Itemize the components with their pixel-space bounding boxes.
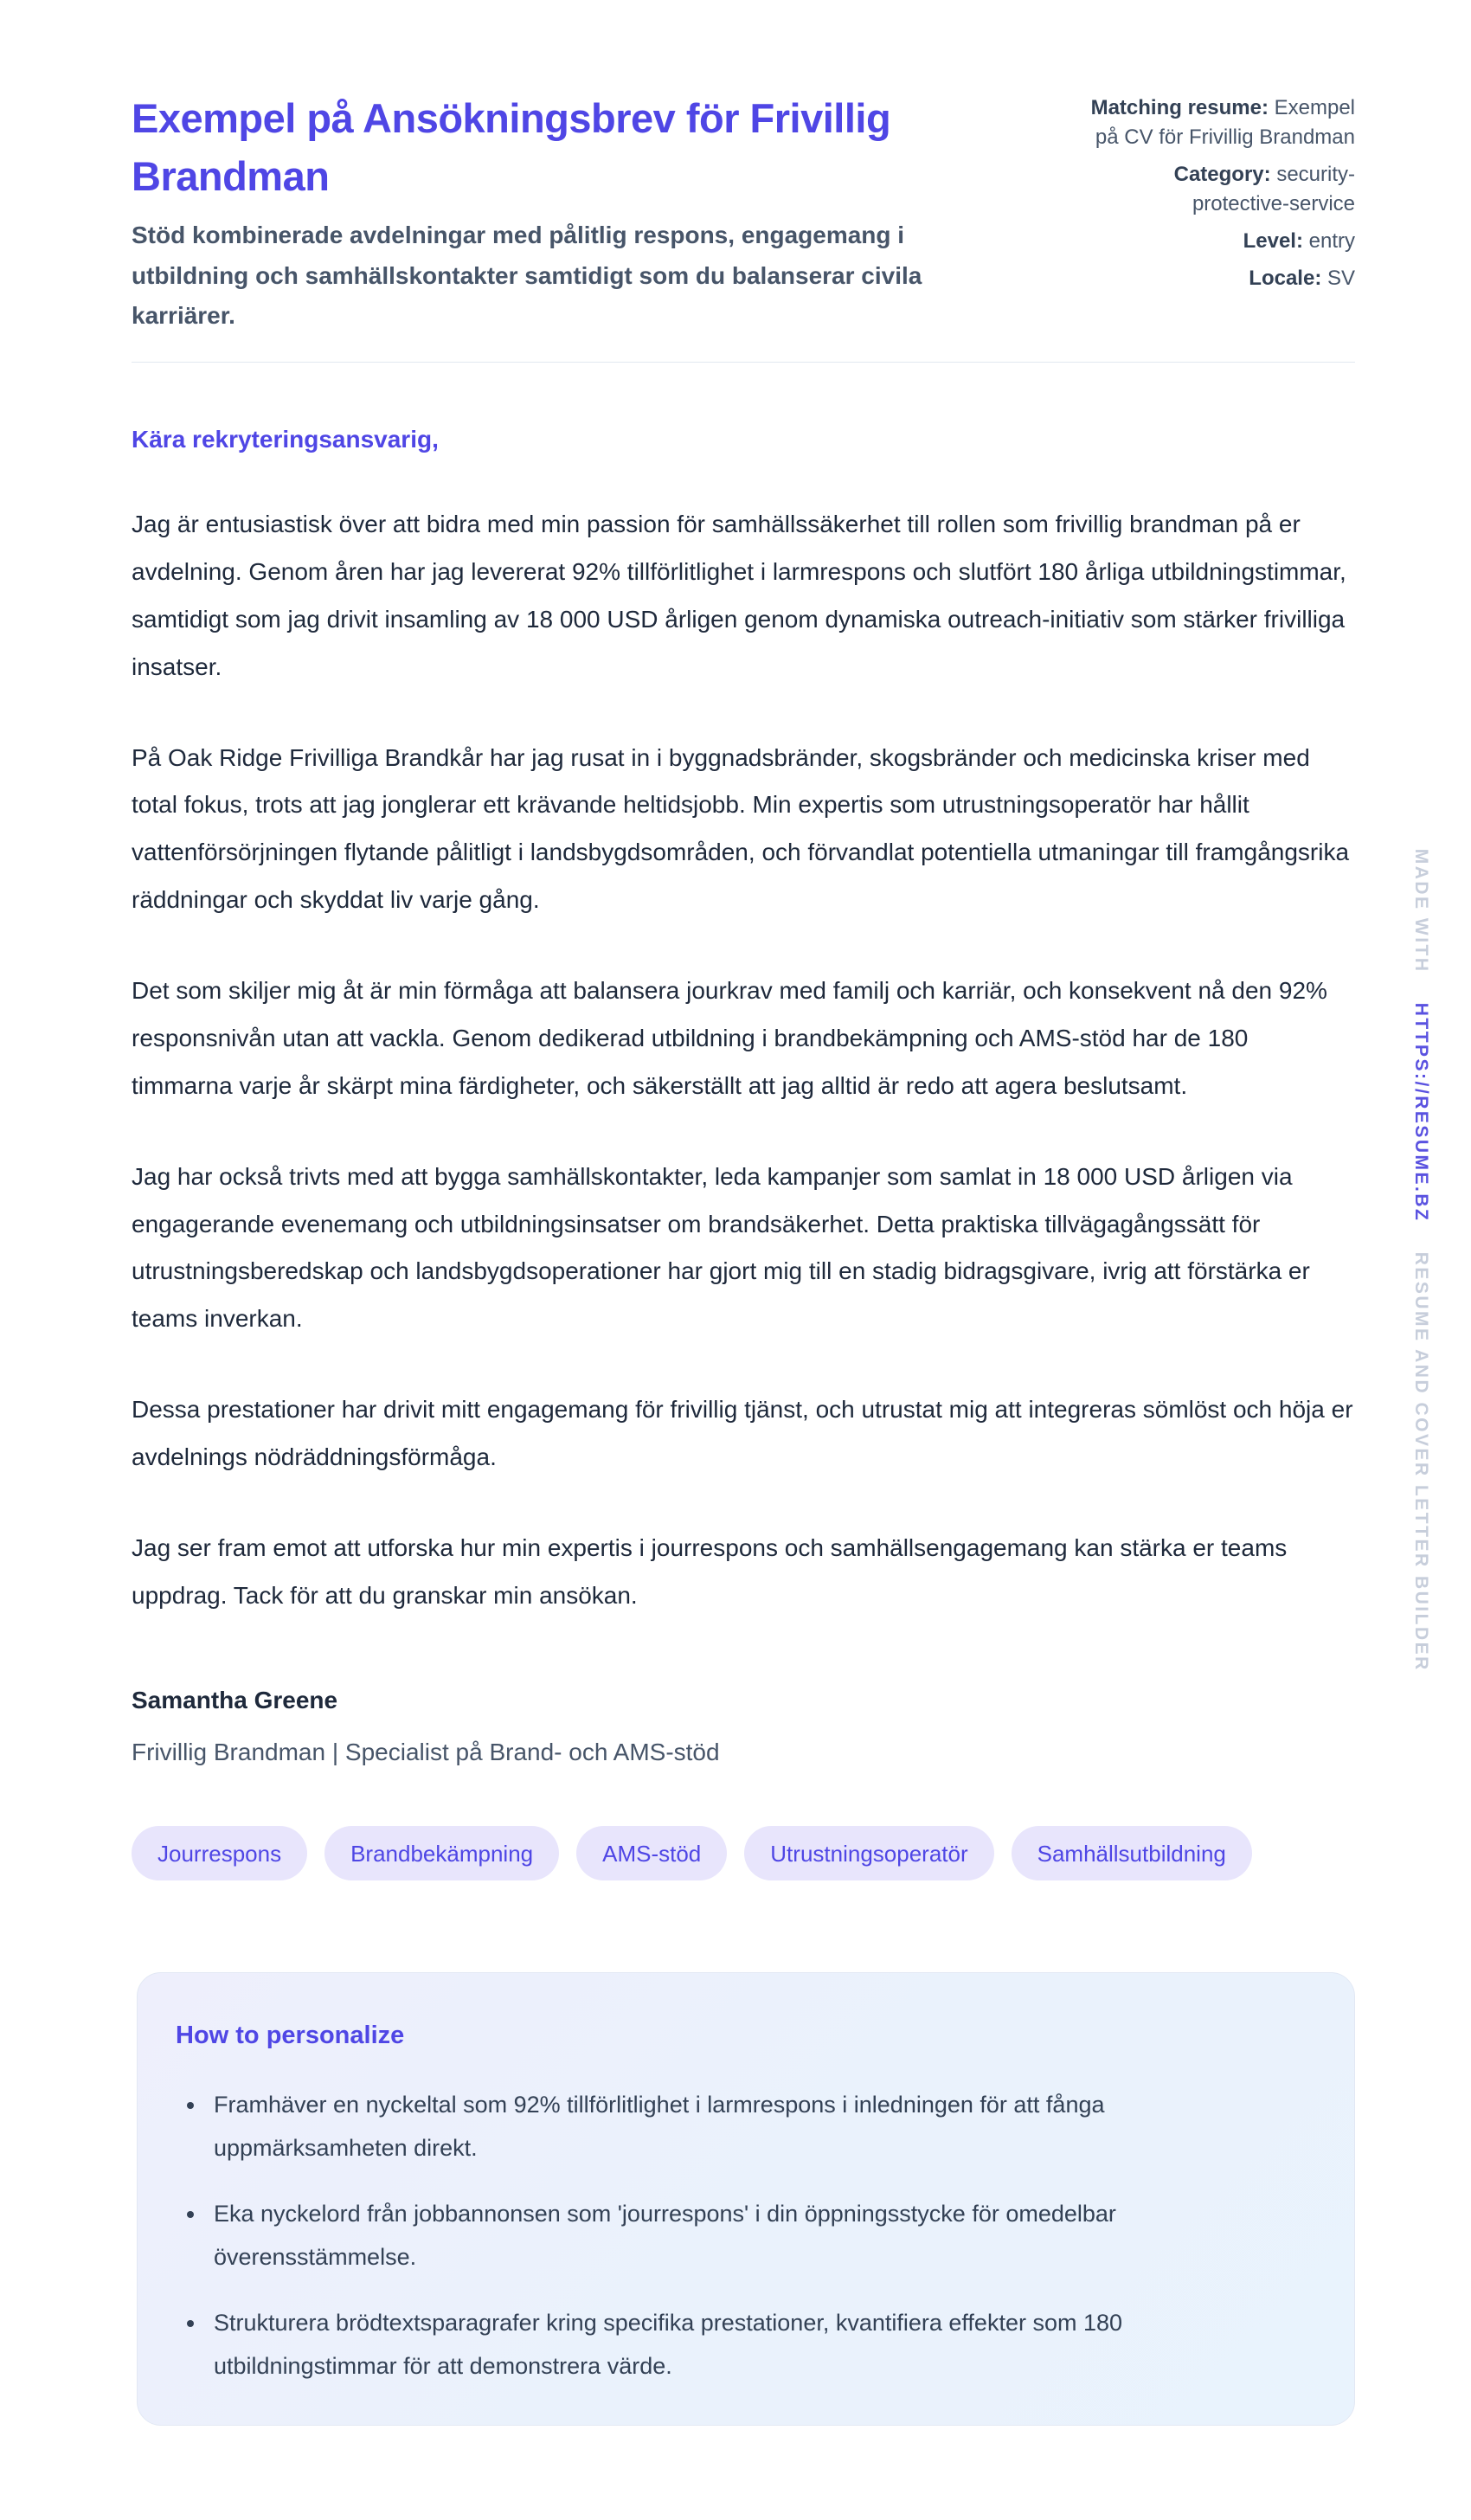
greeting: Kära rekryteringsansvarig, xyxy=(132,426,439,453)
skill-tags xyxy=(132,1826,1355,1880)
resume-bz-link[interactable]: HTTPS://RESUME.BZ xyxy=(1411,1002,1431,1223)
how-to-personalize-card xyxy=(137,1972,1355,2426)
meta-level-label: Level: xyxy=(1243,229,1303,254)
page-title: Exempel på Ansökningsbrev för Frivillig Brandman xyxy=(132,95,891,199)
header xyxy=(132,90,1355,336)
meta-locale xyxy=(1087,264,1355,293)
skill-tag-samhallsutbildning: Samhällsutbildning xyxy=(1012,1826,1252,1880)
meta-matching-resume-value: Exempel på CV för Frivillig Brandman xyxy=(1095,96,1355,150)
skill-tag-ams-stod: AMS-stöd xyxy=(576,1826,727,1880)
letter-paragraph-6: Jag ser fram emot att utforska hur min expertis i jourrespons och samhällsengagemang kan stärka er teams uppdrag. Tack för att du granskar min ansökan. xyxy=(132,1533,1288,1609)
letter-paragraph-1: Jag är entusiastisk över att bidra med min passion för samhällssäkerhet till rollen som frivillig brandman på er avdelning. Genom åren har jag levererat 92% tillförlitlighet i larmrespons och slutfört 180 årliga utbildningstimmar, samtidigt som jag drivit insamling av 18 000 USD årligen genom dynamiska outreach-initiativ som stärker frivilliga insatser. xyxy=(132,511,1346,680)
meta-matching-resume xyxy=(1087,93,1355,152)
header-divider xyxy=(132,362,1355,363)
meta-level-value: entry xyxy=(1308,229,1355,254)
meta-category-value: security-protective-service xyxy=(1192,163,1355,216)
letter-paragraph-5: Dessa prestationer har drivit mitt engagemang för frivillig tjänst, och utrustat mig att integreras sömlöst och höja er avdelnings nödräddningsförmåga. xyxy=(132,1396,1353,1471)
signature-role: Frivillig Brandman | Specialist på Brand- och AMS-stöd xyxy=(132,1738,720,1765)
personalize-tip-list xyxy=(176,2084,1302,2388)
skill-tag-brandbekampning: Brandbekämpning xyxy=(324,1826,559,1880)
personalize-tip-3: • Strukturera brödtextsparagrafer kring specifika prestationer, kvantifiera effekter som 180 utbildningstimmar för att demonstrera värde. xyxy=(207,2302,1302,2388)
personalize-title: How to personalize xyxy=(176,2021,405,2049)
watermark-prefix: MADE WITH xyxy=(1411,848,1431,974)
cover-letter-body xyxy=(132,421,1355,1771)
header-title-block xyxy=(132,90,1005,336)
meta-matching-resume-label: Matching resume: xyxy=(1090,96,1269,119)
signature-name: Samantha Greene xyxy=(132,1686,338,1713)
letter-paragraph-4: Jag har också trivts med att bygga samhällskontakter, leda kampanjer som samlat in 18 000 USD årligen via engagerande evenemang och utbildningsinsatser om brandsäkerhet. Detta praktiska tillvägagångssätt för utrustningsberedskap och landsbygdsoperationer har gjort mig till en stadig bidragsgivare, ivrig att förstärka er teams inverkan. xyxy=(132,1162,1310,1333)
page-subtitle: Stöd kombinerade avdelningar med pålitlig respons, engagemang i utbildning och samhällskontakter samtidigt som du balanserar civila karriärer. xyxy=(132,222,922,329)
resume-meta xyxy=(1087,90,1355,293)
meta-category-label: Category: xyxy=(1173,163,1271,187)
letter-paragraph-2: På Oak Ridge Frivilliga Brandkår har jag rusat in i byggnadsbränder, skogsbränder och medicinska kriser med total fokus, trots att jag jonglerar ett krävande heltidsjobb. Min expertis som utrustningsoperatör har hållit vattenförsörjningen flytande pålitligt i landsbygdsområden, och förvandlat potentiella utmaningar till framgångsrika räddningar och skyddat liv varje gång. xyxy=(132,743,1350,914)
personalize-tip-2: • Eka nyckelord från jobbannonsen som 'jourrespons' i din öppningsstycke för omedelbar överensstämmelse. xyxy=(207,2193,1302,2279)
skill-tag-utrustningsoperator: Utrustningsoperatör xyxy=(744,1826,993,1880)
meta-locale-label: Locale: xyxy=(1249,267,1322,291)
letter-paragraph-3: Det som skiljer mig åt är min förmåga att balansera jourkrav med familj och karriär, och konsekvent nå den 92% responsnivån utan att vackla. Genom dedikerad utbildning i brandbekämpning och AMS-stöd har de 180 timmarna varje år skärpt mina färdigheter, och säkerställt att jag alltid är redo att agera beslutsamt. xyxy=(132,977,1327,1099)
made-with-watermark xyxy=(1410,849,1431,1672)
meta-category xyxy=(1087,160,1355,219)
meta-locale-value: SV xyxy=(1326,267,1355,291)
watermark-suffix: RESUME AND COVER LETTER BUILDER xyxy=(1411,1251,1431,1672)
personalize-tip-1: • Framhäver en nyckeltal som 92% tillförlitlighet i larmrespons i inledningen för att fånga uppmärksamheten direkt. xyxy=(207,2084,1302,2170)
skill-tag-jourrespons: Jourrespons xyxy=(132,1826,307,1880)
meta-level xyxy=(1087,227,1355,256)
